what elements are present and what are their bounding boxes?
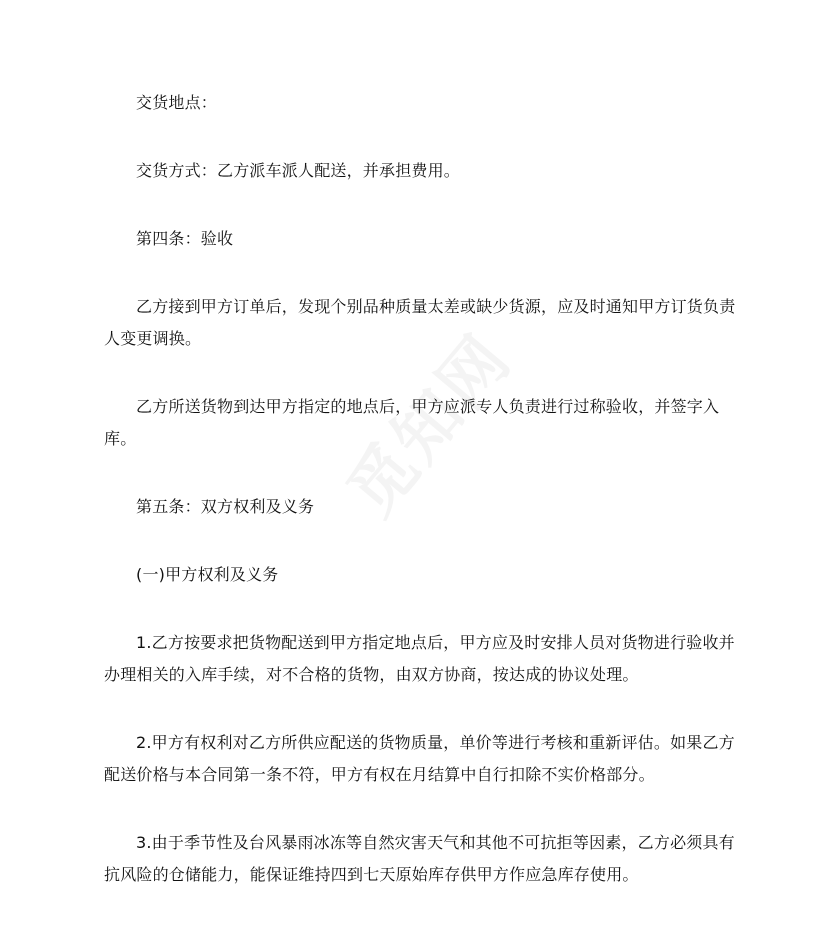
paragraph-goods-acceptance: 乙方所送货物到达甲方指定的地点后，甲方应派专人负责进行过称验收，并签字入库。 [104,397,720,448]
section-party-a-heading: (一)甲方权利及义务 [136,565,279,584]
clause-3: 3.由于季节性及台风暴雨冰冻等自然灾害天气和其他不可抗拒等因素，乙方必须具有抗风险的仓储能力，能保证维持四到七天原始库存供甲方作应急库存使用。 [104,833,735,884]
article-four-heading: 第四条：验收 [136,229,234,248]
clause-2: 2.甲方有权利对乙方所供应配送的货物质量，单价等进行考核和重新评估。如果乙方配送价格与本合同第一条不符，甲方有权在月结算中自行扣除不实价格部分。 [104,733,735,784]
paragraph-order-check: 乙方接到甲方订单后，发现个别品种质量太差或缺少货源，应及时通知甲方订货负责人变更调换。 [104,297,736,348]
clause-1: 1.乙方按要求把货物配送到甲方指定地点后，甲方应及时安排人员对货物进行验收并办理相关的入库手续，对不合格的货物，由双方协商，按达成的协议处理。 [104,633,735,684]
paragraph-delivery-method: 交货方式：乙方派车派人配送，并承担费用。 [136,161,461,180]
document-body [104,87,744,927]
paragraph-delivery-location: 交货地点： [136,93,218,112]
article-five-heading: 第五条：双方权利及义务 [136,497,315,516]
